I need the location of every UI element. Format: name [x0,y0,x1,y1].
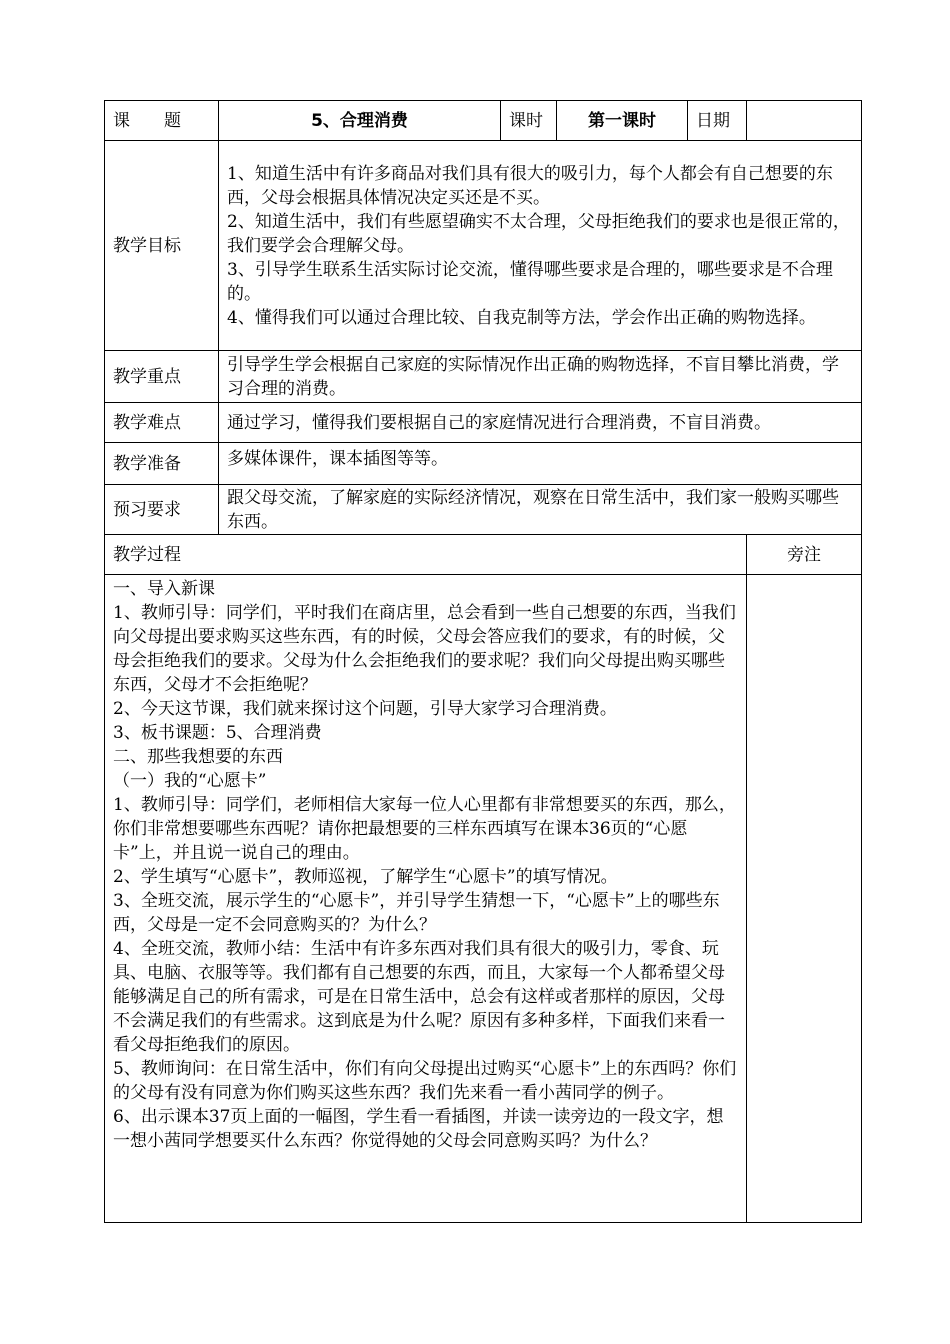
goal-item: 4、懂得我们可以通过合理比较、自我克制等方法，学会作出正确的购物选择。 [227,307,816,328]
preparation-row [105,443,862,485]
goal-item: 1、知道生活中有许多商品对我们具有很大的吸引力，每个人都会有自己想要的东西，父母会根据具体情况决定买还是不买。 [227,163,833,208]
period-value: 第一课时 [557,101,688,141]
preparation-text: 多媒体课件，课本插图等等。 [219,443,862,485]
process-paragraph: 6、出示课本37页上面的一幅图，学生看一看插图，并读一读旁边的一段文字，想一想小茜同学想要买什么东西？你觉得她的父母会同意购买吗？为什么？ [113,1107,724,1151]
notes-value [747,575,862,1223]
goal-item: 2、知道生活中，我们有些愿望确实不太合理，父母拒绝我们的要求也是很正常的，我们要学会合理解父母。 [227,211,850,256]
difficulties-text: 通过学习，懂得我们要根据自己的家庭情况进行合理消费，不盲目消费。 [219,403,862,443]
date-label: 日期 [688,101,747,141]
preview-text: 跟父母交流，了解家庭的实际经济情况，观察在日常生活中，我们家一般购买哪些东西。 [219,485,862,535]
process-label: 教学过程 [105,535,747,575]
key-points-row [105,351,862,403]
goals-content [219,141,862,351]
process-paragraph: 1、教师引导：同学们，老师相信大家每一位人心里都有非常想要买的东西，那么，你们非常想要哪些东西呢？请你把最想要的三样东西填写在课本36页的“心愿卡”上，并且说一说自己的理由。 [113,795,736,863]
period-label: 课时 [501,101,557,141]
topic-value: 5、合理消费 [219,101,501,141]
process-paragraph: 二、那些我想要的东西 [113,747,283,767]
goals-label: 教学目标 [105,141,219,351]
process-paragraph: 4、全班交流，教师小结：生活中有许多东西对我们具有很大的吸引力，零食、玩具、电脑、衣服等等。我们都有自己想要的东西，而且，大家每一个人都希望父母能够满足自己的所有需求，可是在日常生活中，总会有这样或者那样的原因，父母不会满足我们的有些需求。这到底是为什么呢？原因有多种多样，下面我们来看一看父母拒绝我们的原因。 [113,939,725,1055]
topic-label: 课 题 [105,101,219,141]
preparation-label: 教学准备 [105,443,219,485]
process-paragraph: （一）我的“心愿卡” [113,771,267,791]
lesson-plan-table [104,100,862,1223]
process-content [105,575,747,1223]
goals-row [105,141,862,351]
difficulties-row [105,403,862,443]
key-points-text: 引导学生学会根据自己家庭的实际情况作出正确的购物选择，不盲目攀比消费，学习合理的消费。 [219,351,862,403]
process-paragraph: 2、今天这节课，我们就来探讨这个问题，引导大家学习合理消费。 [113,699,617,719]
process-paragraph: 一、导入新课 [113,579,215,599]
date-value [747,101,862,141]
process-header-row [105,535,862,575]
process-paragraph: 3、板书课题：5、合理消费 [113,723,322,743]
key-points-label: 教学重点 [105,351,219,403]
notes-label: 旁注 [747,535,862,575]
lesson-plan-page [104,100,861,1223]
preview-row [105,485,862,535]
process-paragraph: 5、教师询问：在日常生活中，你们有向父母提出过购买“心愿卡”上的东西吗？你们的父母有没有同意为你们购买这些东西？我们先来看一看小茜同学的例子。 [113,1059,737,1103]
preview-label: 预习要求 [105,485,219,535]
header-row [105,101,862,141]
process-paragraph: 3、全班交流，展示学生的“心愿卡”，并引导学生猜想一下，“心愿卡”上的哪些东西，父母是一定不会同意购买的？为什么？ [113,891,720,935]
difficulties-label: 教学难点 [105,403,219,443]
process-body-row [105,575,862,1223]
process-paragraph: 1、教师引导：同学们，平时我们在商店里，总会看到一些自己想要的东西，当我们向父母提出要求购买这些东西，有的时候，父母会答应我们的要求，有的时候，父母会拒绝我们的要求。父母为什么会拒绝我们的要求呢？我们向父母提出购买哪些东西，父母才不会拒绝呢？ [113,603,736,695]
process-paragraph: 2、学生填写“心愿卡”，教师巡视，了解学生“心愿卡”的填写情况。 [113,867,618,887]
goal-item: 3、引导学生联系生活实际讨论交流，懂得哪些要求是合理的，哪些要求是不合理的。 [227,259,833,304]
